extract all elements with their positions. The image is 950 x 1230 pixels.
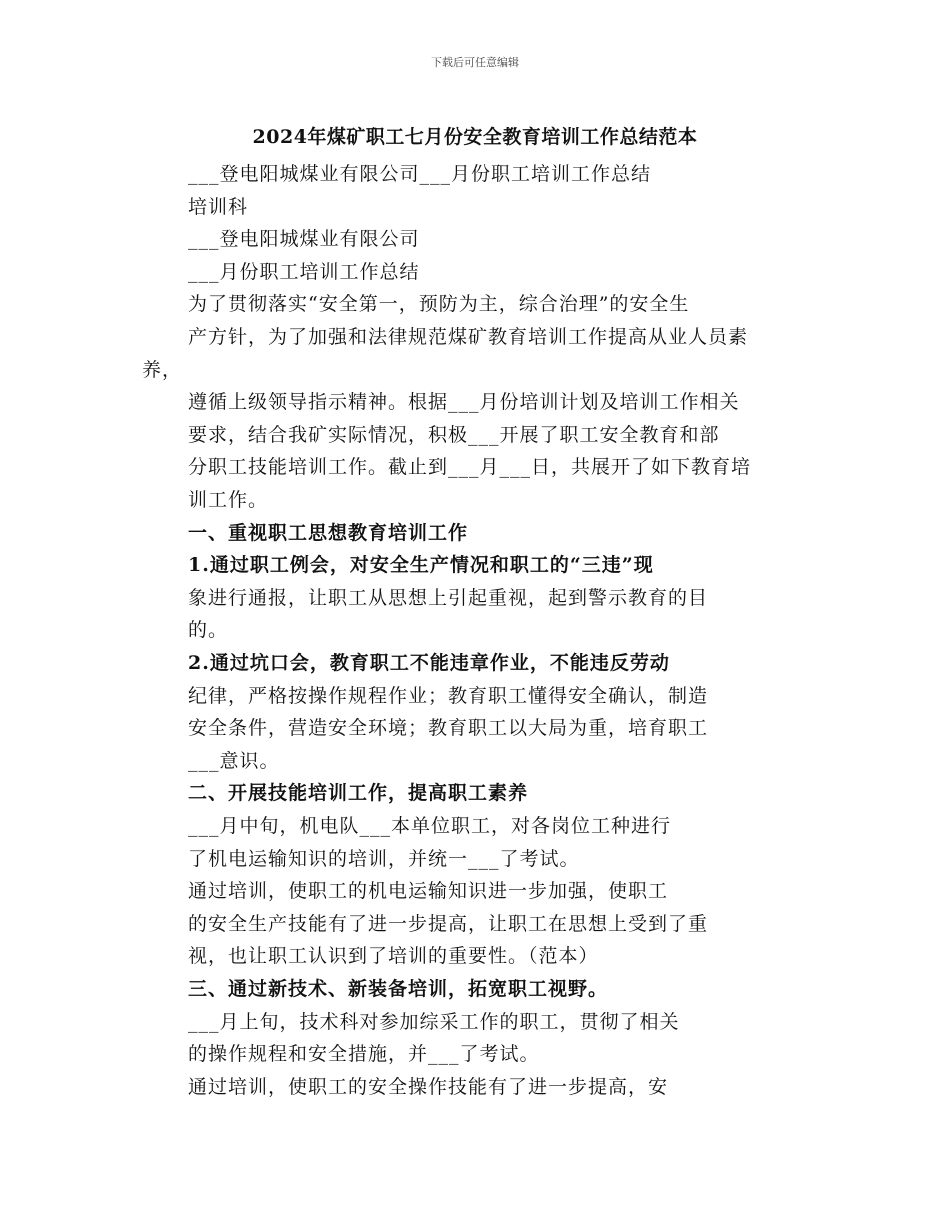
section-heading-line: 1.通过职工例会，对安全生产情况和职工的“三违”现 — [188, 554, 654, 577]
paragraph-line: 训工作。 — [188, 489, 269, 511]
paragraph-line: 视，也让职工认识到了培训的重要性。（范本） — [188, 945, 599, 968]
paragraph-line: 通过培训，使职工的机电运输知识进一步加强，使职工 — [188, 880, 669, 903]
document-title: 2024年煤矿职工七月份安全教育培训工作总结范本 — [252, 126, 698, 148]
paragraph-line: 的。 — [188, 619, 229, 642]
paragraph-line: 培训科 — [188, 195, 249, 218]
paragraph-line: 要求，结合我矿实际情况，积极___开展了职工安全教育和部 — [188, 423, 720, 446]
paragraph-line: ___登电阳城煤业有限公司 — [188, 228, 420, 251]
paragraph-line: ___登电阳城煤业有限公司___月份职工培训工作总结 — [188, 163, 652, 185]
paragraph-line: 的安全生产技能有了进一步提高，让职工在思想上受到了重 — [188, 912, 709, 935]
paragraph-line: ___月中旬，机电队___本单位职工，对各岗位工种进行 — [188, 815, 672, 837]
header-note: 下载后可任意编辑 — [431, 56, 519, 69]
paragraph-line: 了机电运输知识的培训，并统一___了考试。 — [188, 847, 580, 870]
paragraph-line: 通过培训，使职工的安全操作技能有了进一步提高，安 — [188, 1075, 669, 1098]
section-heading-line: 三、通过新技术、新装备培训，拓宽职工视野。 — [188, 978, 609, 1000]
paragraph-line: ___意识。 — [188, 749, 280, 772]
paragraph-line: ___月份职工培训工作总结 — [188, 260, 420, 283]
paragraph-line: ___月上旬，技术科对参加综采工作的职工，贯彻了相关 — [188, 1010, 680, 1033]
paragraph-line: 遵循上级领导指示精神。根据___月份培训计划及培训工作相关 — [188, 391, 740, 414]
section-heading-line: 二、开展技能培训工作，提高职工素养 — [188, 782, 529, 805]
paragraph-line: 产方针，为了加强和法律规范煤矿教育培训工作提高从业人员素 — [188, 326, 749, 348]
paragraph-line: 象进行通报，让职工从思想上引起重视，起到警示教育的目 — [188, 586, 709, 609]
paragraph-line: 的操作规程和安全措施，并___了考试。 — [188, 1043, 540, 1066]
section-heading-line: 一、重视职工思想教育培训工作 — [188, 521, 469, 544]
paragraph-line: 安全条件，营造安全环境；教育职工以大局为重，培育职工 — [188, 717, 709, 740]
section-heading-line: 2.通过坑口会，教育职工不能违章作业，不能违反劳动 — [188, 652, 670, 674]
paragraph-line: 养， — [142, 358, 183, 381]
paragraph-line: 为了贯彻落实“安全第一，预防为主，综合治理”的安全生 — [188, 293, 690, 316]
paragraph-line: 纪律，严格按操作规程作业；教育职工懂得安全确认，制造 — [188, 684, 709, 707]
paragraph-line: 分职工技能培训工作。截止到___月___日，共展开了如下教育培 — [188, 456, 752, 479]
